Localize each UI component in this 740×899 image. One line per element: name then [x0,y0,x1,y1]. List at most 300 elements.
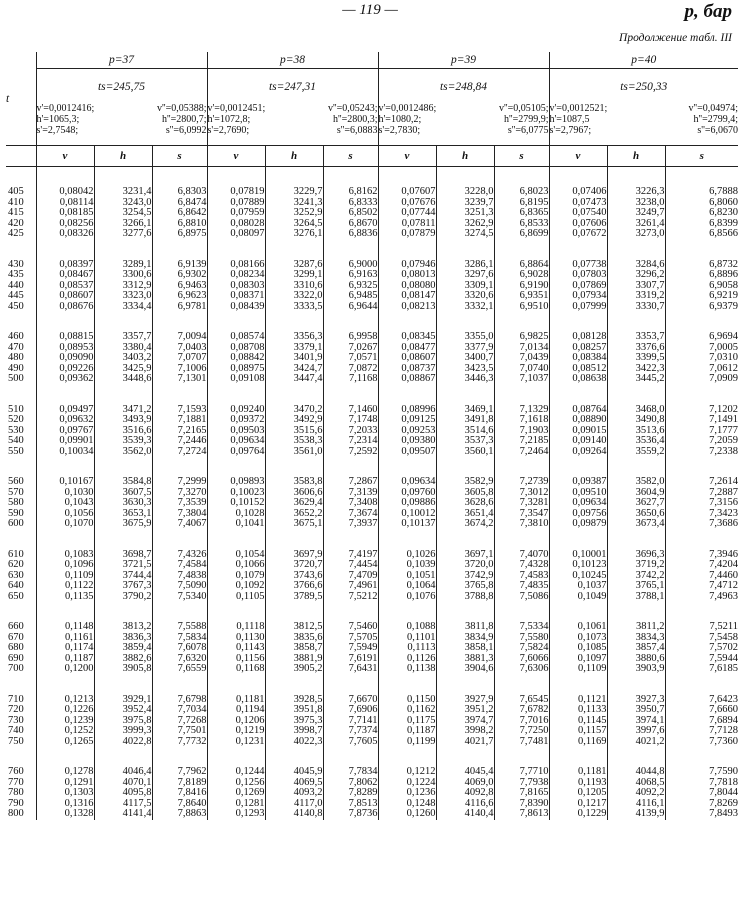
table-value: 6,7888 [709,187,739,197]
gap-cell [549,747,607,767]
temperature-value: 435 [8,270,24,280]
table-value: 7,6782 [519,705,549,715]
gap-cell [323,602,378,622]
table-value: 0,1145 [578,715,607,726]
gap-cell [436,312,494,332]
gap-cell [207,167,265,188]
table-value: 3790,2 [122,591,152,602]
table-value: 7,1460 [348,404,378,415]
value-cell [265,332,323,385]
gap-cell [6,675,36,695]
gap-cell [378,167,436,188]
gap-cell [436,240,494,260]
value-cell [665,550,738,603]
gap-row [6,312,738,332]
gap-cell [323,240,378,260]
value-cell [549,550,607,603]
table-value: 0,10034 [59,446,94,457]
table-value: 6,9694 [709,332,739,342]
table-value: 7,4326 [177,549,207,560]
table-value: 0,09240 [230,404,265,415]
table-value: 0,08234 [230,270,265,280]
table-value: 0,1076 [406,591,436,602]
table-value: 3765,8 [464,581,494,591]
table-value: 7,8390 [519,798,549,809]
value-cell [265,187,323,240]
value-cell [607,767,665,820]
table-value: 7,0134 [519,342,549,353]
table-value: 3243,0 [122,197,152,208]
saturation-value: h'=1072,8; [207,114,251,125]
table-value: 7,0571 [348,353,378,363]
gap-row [6,530,738,550]
table-value: 3424,7 [293,363,323,374]
table-value: 3513,6 [635,425,665,436]
table-value: 6,8502 [348,208,378,218]
value-cell [378,332,436,385]
value-cell [36,187,94,240]
saturation-value: v''=0,04974; [688,103,739,114]
column-header-v: v [36,146,94,167]
value-cell [152,477,207,530]
saturation-value: v''=0,05105; [498,103,549,114]
table-value: 0,1097 [577,653,607,664]
table-value: 7,7834 [348,767,378,777]
table-value: 4045,4 [464,767,494,777]
pressure-header: p=39 [378,52,549,69]
temperature-value: 440 [8,280,24,291]
table-value: 3380,4 [122,342,152,353]
table-value: 0,1316 [64,798,94,809]
table-value: 0,1096 [64,560,94,570]
data-group-row [6,405,738,458]
gap-cell [607,385,665,405]
gap-cell [152,602,207,622]
table-value: 0,09756 [572,508,607,519]
value-cell [665,260,738,313]
gap-cell [94,385,152,405]
table-value: 3998,7 [293,726,323,736]
table-value: 0,1148 [65,622,94,632]
column-header-v: v [378,146,436,167]
value-cell [265,622,323,675]
value-cell [207,405,265,458]
table-value: 4045,9 [293,767,323,777]
table-value: 3537,3 [464,436,494,446]
table-value: 0,1037 [577,581,607,591]
table-value: 0,07744 [401,208,436,218]
table-value: 7,6320 [177,653,207,664]
table-value: 0,1181 [236,694,265,705]
gap-cell [6,167,36,188]
table-value: 4022,3 [293,736,323,747]
table-value: 6,9958 [348,332,378,342]
table-value: 3403,2 [122,353,152,363]
table-value: 3696,3 [635,549,665,560]
gap-cell [494,530,549,550]
table-value: 7,4712 [709,581,739,591]
table-value: 0,08371 [230,291,265,301]
pressure-header-row [6,52,738,69]
gap-cell [207,457,265,477]
temperature-value: 480 [8,353,24,363]
temperature-value: 420 [8,218,24,229]
table-value: 7,5580 [519,632,549,643]
table-value: 7,7016 [519,715,549,726]
table-value: 0,09901 [59,436,94,446]
gap-cell [549,385,607,405]
temperature-value: 780 [8,788,24,798]
unit-label: p, бар [684,1,732,22]
table-value: 4092,8 [464,788,494,798]
table-value: 6,8810 [177,218,207,229]
value-cell [94,477,152,530]
table-value: 3422,3 [635,363,665,374]
temperature-cell [6,260,36,313]
gap-row [6,747,738,767]
table-value: 0,07676 [401,197,436,208]
table-value: 3251,3 [464,208,494,218]
table-value: 3606,6 [293,487,323,498]
table-value: 3721,5 [122,560,152,570]
table-value: 0,1105 [236,591,265,602]
table-value: 0,09372 [230,415,265,425]
column-header-h: h [436,146,494,167]
table-value: 3491,8 [464,415,494,425]
table-value: 3249,7 [635,208,665,218]
table-value: 7,7590 [709,767,739,777]
table-value: 3789,5 [293,591,323,602]
table-value: 7,5588 [177,622,207,632]
temperature-value: 550 [8,446,24,457]
table-value: 3300,6 [122,270,152,280]
table-value: 7,4328 [519,560,549,570]
table-value: 0,08147 [401,291,436,301]
table-value: 7,1329 [519,404,549,415]
table-value: 0,1073 [577,632,607,643]
table-value: 3399,5 [635,353,665,363]
table-value: 0,08384 [572,353,607,363]
table-value: 3377,9 [464,342,494,353]
table-value: 7,0310 [709,353,739,363]
table-value: 3836,3 [122,632,152,643]
table-value: 0,07811 [401,218,436,229]
value-cell [323,332,378,385]
table-value: 3811,2 [636,622,665,632]
table-value: 7,8416 [177,788,207,798]
table-value: 7,6670 [348,694,378,705]
table-value: 6,9825 [519,332,549,342]
gap-cell [665,240,738,260]
temperature-value: 570 [8,487,24,498]
gap-cell [207,385,265,405]
table-value: 3675,9 [122,519,152,529]
saturation-value: s'=2,7830; [378,125,421,136]
table-value: 7,8062 [348,777,378,788]
table-value: 0,1224 [406,777,436,788]
gap-cell [323,530,378,550]
table-value: 7,2446 [177,436,207,446]
table-value: 0,07959 [230,208,265,218]
table-value: 6,8474 [177,197,207,208]
table-value: 7,6798 [177,694,207,705]
column-header-v: v [549,146,607,167]
value-cell [323,477,378,530]
value-cell [607,695,665,748]
value-cell [549,767,607,820]
gap-cell [607,675,665,695]
value-cell [323,622,378,675]
temperature-value: 470 [8,342,24,353]
table-value: 3241,3 [293,197,323,208]
table-value: 3653,1 [122,508,152,519]
table-value: 4021,7 [464,736,494,747]
table-value: 7,1491 [709,415,739,425]
table-value: 6,9190 [519,280,549,291]
table-value: 7,7605 [348,736,378,747]
gap-cell [6,240,36,260]
gap-cell [607,530,665,550]
table-value: 0,1181 [578,767,607,777]
table-value: 7,7481 [519,736,549,747]
value-cell [207,477,265,530]
table-value: 4140,8 [293,809,323,819]
gap-cell [265,530,323,550]
gap-cell [152,240,207,260]
table-value: 7,2867 [348,477,378,487]
temperature-value: 450 [8,301,24,312]
table-value: 3630,3 [122,498,152,508]
column-header-s: s [323,146,378,167]
table-value: 0,10012 [401,508,436,519]
table-value: 7,4835 [519,581,549,591]
value-cell [36,477,94,530]
value-cell [323,260,378,313]
table-value: 7,3423 [709,508,739,519]
table-value: 0,1213 [64,694,94,705]
value-cell [378,260,436,313]
table-value: 6,8195 [519,197,549,208]
table-value: 7,3547 [519,508,549,519]
saturation-temperature: ts=247,31 [268,81,317,93]
table-value: 0,08607 [59,291,94,301]
table-value: 3334,4 [122,301,152,312]
table-value: 3376,6 [635,342,665,353]
table-value: 3997,6 [635,726,665,736]
table-value: 7,4584 [177,560,207,570]
table-value: 0,09362 [59,374,94,384]
table-value: 0,1328 [64,809,94,819]
table-value: 0,1133 [578,705,607,715]
table-value: 7,0439 [519,353,549,363]
table-value: 0,1118 [236,622,265,632]
table-value: 3536,4 [635,436,665,446]
table-value: 3469,1 [464,404,494,415]
table-value: 4140,4 [464,809,494,819]
table-value: 6,9325 [348,280,378,291]
table-value: 6,9644 [348,301,378,312]
gap-cell [207,747,265,767]
table-value: 7,3408 [348,498,378,508]
table-value: 3471,2 [122,404,152,415]
value-cell [36,332,94,385]
table-value: 6,8023 [519,187,549,197]
table-value: 0,09503 [230,425,265,436]
gap-cell [323,385,378,405]
table-value: 0,09760 [401,487,436,498]
table-value: 0,07406 [572,187,607,197]
table-value: 7,3810 [519,519,549,529]
table-value: 7,0612 [709,363,739,374]
value-cell [607,405,665,458]
table-value: 0,08185 [59,208,94,218]
table-value: 7,1618 [519,415,549,425]
gap-cell [6,385,36,405]
saturation-cell [36,69,207,146]
table-value: 6,9379 [709,301,739,312]
pressure-header: p=38 [207,52,378,69]
table-value: 3582,9 [464,477,494,487]
table-value: 0,09507 [401,446,436,457]
temperature-value: 710 [8,694,24,705]
table-value: 7,6191 [348,653,378,664]
table-value: 7,1037 [519,374,549,384]
table-value: 0,08512 [572,363,607,374]
table-value: 0,08737 [401,363,436,374]
value-cell [152,550,207,603]
table-value: 0,08537 [59,280,94,291]
table-value: 3538,3 [293,436,323,446]
saturation-value: s'=2,7967; [549,125,592,136]
table-value: 7,5212 [348,591,378,602]
table-value: 3320,6 [464,291,494,301]
table-value: 7,5460 [348,622,378,632]
table-value: 0,1217 [577,798,607,809]
table-value: 3835,6 [293,632,323,643]
table-value: 7,0094 [177,332,207,342]
table-value: 3492,9 [293,415,323,425]
table-value: 0,1291 [64,777,94,788]
table-value: 0,1061 [577,622,607,632]
table-value: 7,2338 [709,446,739,457]
table-value: 6,8230 [709,208,739,218]
value-cell [665,187,738,240]
temperature-value: 540 [8,436,24,446]
table-value: 7,3139 [348,487,378,498]
temperature-cell [6,550,36,603]
temperature-value: 760 [8,767,24,777]
table-value: 0,09879 [572,519,607,529]
table-value: 0,10123 [572,560,607,570]
data-group-row [6,622,738,675]
temperature-value: 445 [8,291,24,301]
value-cell [665,477,738,530]
saturation-value: v''=0,05388; [156,103,207,114]
table-value: 0,1199 [407,736,436,747]
table-value: 0,09226 [59,363,94,374]
table-value: 0,08607 [401,353,436,363]
table-value: 7,0707 [177,353,207,363]
value-cell [494,477,549,530]
gap-cell [665,747,738,767]
table-value: 3880,6 [635,653,665,664]
table-value: 4070,1 [122,777,152,788]
table-value: 6,8399 [709,218,739,229]
gap-cell [36,602,94,622]
table-value: 0,1130 [236,632,265,643]
saturation-temperature: ts=245,75 [97,81,146,93]
table-value: 3929,1 [122,694,152,705]
table-value: 7,2614 [709,477,739,487]
gap-cell [94,167,152,188]
table-value: 7,3012 [519,487,549,498]
value-cell [207,695,265,748]
table-value: 6,8864 [519,259,549,270]
value-cell [265,405,323,458]
table-value: 7,8513 [348,798,378,809]
table-value: 3584,8 [122,477,152,487]
gap-cell [36,312,94,332]
gap-cell [94,312,152,332]
table-value: 7,6906 [348,705,378,715]
table-value: 7,5458 [709,632,739,643]
table-value: 3319,2 [635,291,665,301]
table-value: 0,09264 [572,446,607,457]
table-value: 7,8493 [709,809,739,819]
table-value: 4069,0 [464,777,494,788]
value-cell [665,405,738,458]
data-group-row [6,332,738,385]
gap-cell [323,747,378,767]
temperature-value: 770 [8,777,24,788]
table-value: 3262,9 [464,218,494,229]
data-group-row [6,695,738,748]
value-cell [549,477,607,530]
temperature-value: 720 [8,705,24,715]
gap-cell [549,602,607,622]
gap-cell [6,530,36,550]
value-cell [494,767,549,820]
table-value: 3767,3 [122,581,152,591]
saturation-value: h''=2799,4; [693,114,739,125]
gap-cell [607,747,665,767]
temperature-cell [6,332,36,385]
saturation-value: h'=1065,3; [36,114,80,125]
table-value: 0,1265 [64,736,94,747]
table-value: 0,1083 [64,549,94,560]
table-value: 3858,7 [293,643,323,653]
table-value: 6,9623 [177,291,207,301]
table-value: 0,1126 [407,653,436,664]
table-value: 0,08166 [230,259,265,270]
table-value: 0,08397 [59,259,94,270]
gap-cell [265,385,323,405]
table-value: 3720,7 [293,560,323,570]
saturation-line [550,125,739,136]
table-value: 0,09253 [401,425,436,436]
value-cell [323,695,378,748]
table-value: 3742,2 [635,570,665,581]
table-value: 0,10023 [230,487,265,498]
table-value: 0,1113 [407,643,436,653]
table-value: 3765,1 [635,581,665,591]
table-value: 4022,8 [122,736,152,747]
table-value: 0,09886 [401,498,436,508]
table-value: 3312,9 [122,280,152,291]
table-value: 7,1593 [177,404,207,415]
table-value: 3238,0 [635,197,665,208]
table-value: 0,1056 [64,508,94,519]
